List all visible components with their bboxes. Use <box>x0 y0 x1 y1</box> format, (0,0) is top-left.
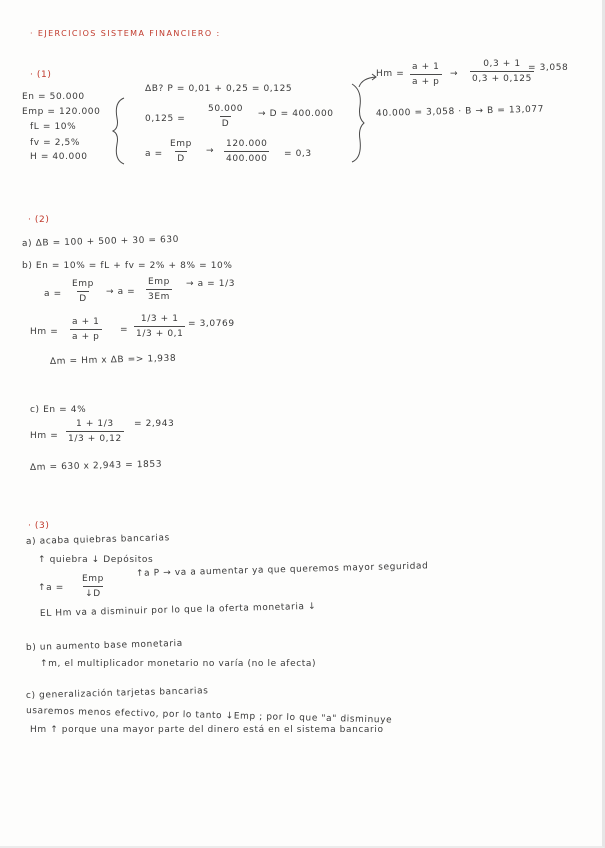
ex3-b-line: ↑m, el multiplicador monetario no varía (no le afecta) <box>40 659 317 669</box>
eq-d-right: → D = 400.000 <box>258 109 334 119</box>
eq-a-num2: 120.000 <box>226 139 268 149</box>
hm-den: a + p <box>410 74 442 87</box>
eq-a-arrow: → <box>206 146 215 156</box>
ex2-a-num2: Emp <box>148 277 170 287</box>
ex2-c-hm-den: 1/3 + 0,12 <box>66 431 124 444</box>
ex3-a-fraction <box>80 575 106 599</box>
ex2-hm-den2: 1/3 + 0,1 <box>134 326 185 339</box>
hm-fraction2 <box>470 60 534 84</box>
ex2-a-right: → a = 1/3 <box>186 279 236 289</box>
ex2-hm-den: a + p <box>70 329 102 342</box>
ex2-a-line: a) ΔB = 100 + 500 + 30 = 630 <box>21 234 180 249</box>
ex2-a-den: D <box>77 291 89 304</box>
ex2-a-fraction2 <box>146 278 172 302</box>
ex2-hm-right: = 3,0769 <box>188 319 235 329</box>
eq-a-left: a = <box>145 149 163 159</box>
given-en: En = 50.000 <box>22 92 85 102</box>
ex2-c-hm-fraction <box>66 420 124 444</box>
ex2-a-num: Emp <box>72 279 94 289</box>
hm-left: Hm = <box>376 69 405 79</box>
ex3-b-title: b) un aumento base monetaria <box>25 638 183 653</box>
given-emp: Emp = 120.000 <box>22 107 101 117</box>
hm-num: a + 1 <box>412 62 440 72</box>
hm-num2: 0,3 + 1 <box>483 59 521 69</box>
ex2-a-fraction <box>70 280 96 304</box>
eq-d-den: D <box>220 116 232 129</box>
eq-a-den2: 400.000 <box>224 151 269 164</box>
ex2-hm-num2: 1/3 + 1 <box>140 314 179 324</box>
given-h: H = 40.000 <box>30 152 88 162</box>
page-title: · EJERCICIOS SISTEMA FINANCIERO : <box>30 29 221 38</box>
ex3-a-arrows: ↑ quiebra ↓ Depósitos <box>38 555 154 565</box>
eq-d-fraction <box>206 105 245 129</box>
ex2-hm-left: Hm = <box>30 327 59 337</box>
ex2-dm-b: Δm = Hm x ΔB => 1,938 <box>49 353 177 367</box>
curved-arrow-icon <box>358 74 378 88</box>
eq-a-fraction <box>168 140 194 164</box>
ex3-a-den: ↓D <box>83 586 103 599</box>
ex2-hm-num: a + 1 <box>72 317 100 327</box>
given-fv: fv = 2,5% <box>30 138 81 148</box>
ex3-c-title: c) generalización tarjetas bancarias <box>25 686 209 701</box>
ex2-hm-fraction <box>70 318 102 342</box>
delta-b-line: ΔB? P = 0,01 + 0,25 = 0,125 <box>145 84 293 94</box>
ex2-b-line: b) En = 10% = fL + fv = 2% + 8% = 10% <box>22 261 233 271</box>
hm-fraction <box>410 63 442 87</box>
ex3-a-title: a) acaba quiebras bancarias <box>25 533 170 547</box>
eq-d-num: 50.000 <box>208 104 244 114</box>
ex3-c-line2: Hm ↑ porque una mayor parte del dinero está en el sistema bancario <box>30 725 384 735</box>
ex2-c-hm-num: 1 + 1/3 <box>76 419 114 429</box>
ex2-c-line: c) En = 4% <box>30 405 87 415</box>
ex2-a-mid: → a = <box>106 287 136 297</box>
ex2-hm-fraction2 <box>134 315 185 339</box>
ex3-a-conclusion: EL Hm va a disminuir por lo que la oferta monetaria ↓ <box>39 601 317 619</box>
hm-den2: 0,3 + 0,125 <box>470 71 534 84</box>
ex2-c-dm: Δm = 630 x 2,943 = 1853 <box>29 459 163 473</box>
ex3-a-right: ↑a P → va a aumentar ya que queremos mayor seguridad <box>135 561 429 579</box>
right-brace-icon <box>350 84 366 162</box>
hm-right: = 3,058 <box>528 63 569 73</box>
exercise-2-label: · (2) <box>28 215 50 225</box>
ex2-hm-mid: = <box>120 325 129 335</box>
exercise-3-label: · (3) <box>28 521 50 531</box>
given-fl: fL = 10% <box>30 122 77 132</box>
exercise-1-label: · (1) <box>30 70 52 80</box>
ex3-a-num: Emp <box>82 574 104 584</box>
ex3-c-line1: usaremos menos efectivo, por lo tanto ↓Emp ; por lo que "a" disminuye <box>25 706 393 726</box>
eq-d-left: 0,125 = <box>145 114 186 124</box>
eq-a-num: Emp <box>170 139 192 149</box>
hm-arrow: → <box>450 69 459 79</box>
ex2-c-hm-left: Hm = <box>30 431 59 441</box>
eq-a-right: = 0,3 <box>284 149 312 159</box>
ex2-a-left: a = <box>44 289 62 299</box>
ex2-a-den2: 3Em <box>146 289 172 302</box>
eq-a-den: D <box>175 151 187 164</box>
ex2-c-hm-right: = 2,943 <box>134 419 175 429</box>
b-result-line: 40.000 = 3,058 · B → B = 13,077 <box>375 104 545 119</box>
left-brace-icon <box>112 98 126 164</box>
eq-a-fraction2 <box>224 140 269 164</box>
ex3-a-left: ↑a = <box>38 583 64 593</box>
